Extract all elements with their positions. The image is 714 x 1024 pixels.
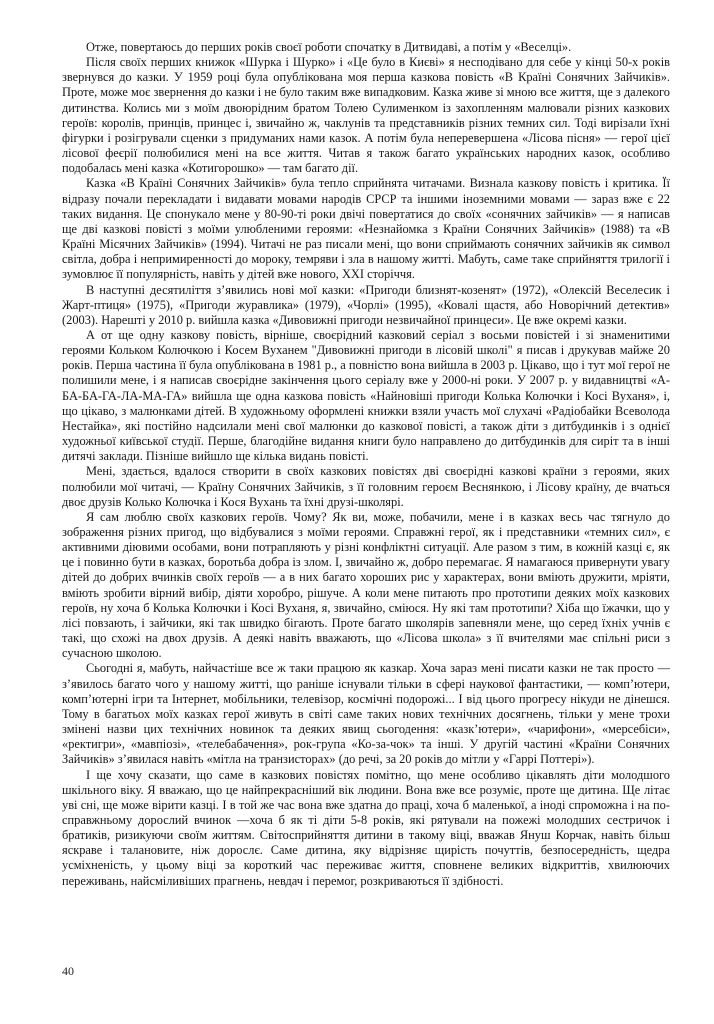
paragraph-5: А от ще одну казкову повість, вірніше, своєрідний казковий серіал з восьми повістей і зі знаменитими героями Кольком Колючкою і Косем Вуханем "Дивовижні пригоди в лісовій школі" я писав і друкував майже 20 років. Перша частина її була опублікована в 1981 р., а повністю вона вийшла в 2003 р. Цікаво, що і тут мої герої не полишили мене, і я написав своєрідне закінчення цього серіалу вже у 2000-ні роки. У 2007 р. у видавництві «А-БА-БА-ГА-ЛА-МА-ГА» вийшла ще одна казкова повість «Найновіші пригоди Колька Колючки і Косі Вуханя», і, що цікаво, з малюнками дітей. В художньому оформлені книжки взяли участь мої слухачі «Радіобайки Всеволода Нестайка», які постійно надсилали мені свої малюнки до казкової повісті, а також діти з дитбудинків і з однієї художньої київської студії. Перше, благодійне видання книги було направлено до дитбудинків для сиріт та в інші дитячі заклади. Пізніше вийшло ще кілька видань повісті. [62, 327, 670, 464]
page-number: 40 [62, 964, 74, 978]
page-text [62, 40, 670, 889]
paragraph-6: Мені, здається, вдалося створити в своїх казкових повістях дві своєрідні казкові країни з героями, яких полюбили мої читачі, — Країну Сонячних Зайчиків, з її головним героєм Веснянкою, і Лісову країну, де вчаться двоє друзів Колько Колючка і Кося Вухань та їхні друзі-школярі. [62, 464, 670, 509]
paragraph-1: Отже, повертаюсь до перших років своєї роботи спочатку в Дитвидаві, а потім у «Веселці». [86, 40, 572, 54]
paragraph-7: Я сам люблю своїх казкових героїв. Чому? Як ви, може, побачили, мене і в казках весь час тягнуло до зображення різних пригод, що відбувалися з моїми героями. Справжні герої, як і представники «темних сил», є активними діювими особами, вони потрапляють у різні конфліктні ситуації. Але разом з тим, в кожній казці є, як це і повинно бути в казках, боротьба добра із злом. І, звичайно ж, добро перемагає. Я намагаюся привернути увагу дітей до добрих вчинків своїх героїв — а в них багато хороших рис у характерах, вони вміють дружити, мріяти, вміють зробити вірний вибір, діяти хоробро, рішуче. А коли мене питають про прототипи деяких моїх казкових героїв, ну хоча б Колька Колючки і Косі Вуханя, я, звичайно, сміюся. Ну які там прототипи? Хіба що їжачки, що у лісі повзають, і зайчики, які так швидко бігають. Проте багато школярів запевняли мене, що серед їхніх учнів є такі, що схожі на двох друзів. А деякі навіть вважають, що «Лісова школа» з її вчителями має спільні риси з сучасною школою. [62, 509, 670, 661]
paragraph-9: І ще хочу сказати, що саме в казкових повістях помітно, що мене особливо цікавлять діти молодшого шкільного віку. Я вважаю, що це найпрекрасніший вік людини. Вона вже все розуміє, проте ще дитина. Ще літає уві сні, ще може вірити казці. І в той же час вона вже здатна до праці, хоча б маленької, а іноді спроможна і на по-справжньому дорослий вчинок —хоча б як ті діти 5-8 років, які рятували на пожежі молодших сестричок і братиків, ризикуючи своїм життям. Світосприйняття дитини в такому віці, вважав Януш Корчак, навіть більш яскраве і талановите, ніж дорослє. Саме дитина, яку відрізняє щирість почуттів, безпосередність, щедра усміхненість, у цьому віці за короткий час переживає життя, сповнене великих відкриттів, хвилюючих переживань, найсміливіших прагнень, невдач і перемог, розкриваються її здібності. [62, 767, 670, 888]
paragraph-4: В наступні десятиліття з’явились нові мої казки: «Пригоди близнят-козенят» (1972), «Олексій Веселесик і Жарт-птиця» (1975), «Пригоди журавлика» (1979), «Чорлі» (1995), «Ковалі щастя, або Новорічний детектив» (2003). Нарешті у 2010 р. вийшла казка «Дивовижні пригоди незвичайної принцеси». Це вже окремі казки. [62, 282, 670, 327]
paragraph-8: Сьогодні я, мабуть, найчастіше все ж таки працюю як казкар. Хоча зараз мені писати казки не так просто — з’явилось багато чого у нашому житті, що раніше існували тільки в сфері наукової фантастики, — комп’ютери, комп’ютерні ігри та Інтернет, мобільники, телевізор, космічні подорожі... І від цього прогресу нікуди не дінешся. Тому в багатьох моїх казках герої живуть в світі саме таких нових технічних досягнень, тільки у мене трохи змінені назви цих технічних новинок та деяких явищ сьогодення: «казк’ютери», «чарифони», «мерсебіси», «ректигри», «мавпіозі», «телебабачення», рок-група «Ко-за-чок» та інші. У другій частині «Країни Сонячних Зайчиків» з’явилася навіть «мітла на транзисторах» (до речі, за 20 років до мітли у «Гаррі Поттері»). [62, 661, 670, 767]
paragraph-3: Казка «В Країні Сонячних Зайчиків» була тепло сприйнята читачами. Визнала казкову повість і критика. Її відразу почали перекладати і видавати мовами народів СРСР та іншими іноземними мовами — зараз вже є 22 таких видання. Це спонукало мене у 80-90-ті роки двічі повертатися до своїх «сонячних зайчиків» — я написав ще дві казкові повісті з моїми улюбленими героями: «Незнайомка з Країни Сонячних Зайчиків» (1988) та «В Країні Місячних Зайчиків» (1994). Читачі не раз писали мені, що вони сприймають сонячних зайчиків як символ світла, добра і непримиренності до мороку, темряви і зла в нашому житті. Мабуть, саме таке сприйняття трилогії і зумовлює її популярність, навіть у дітей вже нового, ХХІ сторіччя. [62, 176, 670, 282]
paragraph-2: Після своїх перших книжок «Шурка і Шурко» і «Це було в Києві» я несподівано для себе у кінці 50-х років звернувся до казки. У 1959 році була опублікована моя перша казкова повість «В Країні Сонячних Зайчиків». Проте, може моє звернення до казки і не було таким вже випадковим. Казка живе зі мною все життя, ще з далекого дитинства. Колись ми з моїм двоюрідним братом Толею Сулименком із захопленням малювали різних казкових героїв: королів, принців, принцес і, звичайно ж, чаклунів та представників різних темних сил. Тоді вирізали їхні фігурки і розігрували сценки з придуманих нами казок. А потім була неперевершена «Лісова пісня» — герої цієї лісової феєрії полюбилися мені на все життя. Читав я також багато українських народних казок, особливо подобалась мені казка «Котигорошко» — там багато дії. [62, 55, 670, 176]
